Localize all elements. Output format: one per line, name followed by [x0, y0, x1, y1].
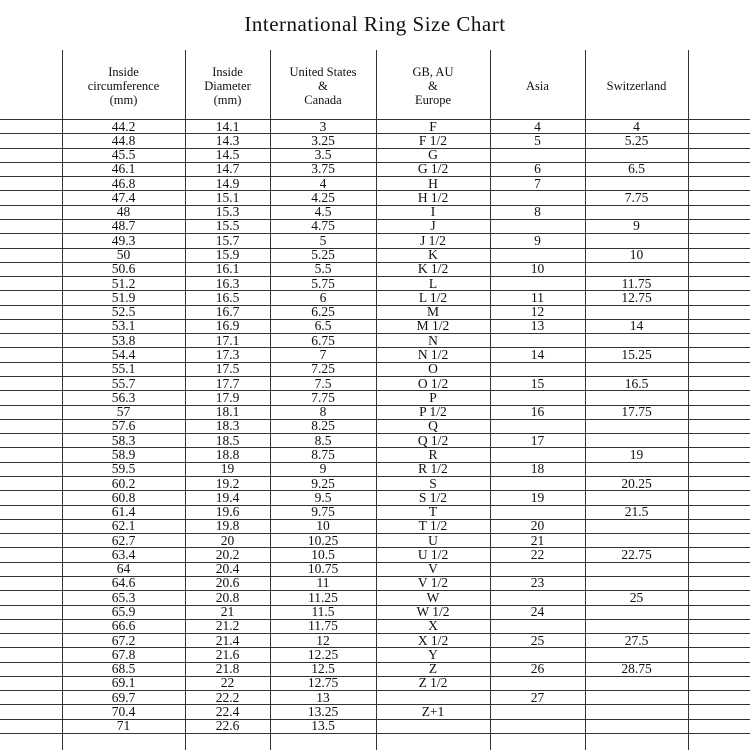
cell-swiss	[585, 705, 688, 719]
cell-asia	[490, 362, 585, 376]
cell-swiss: 25	[629, 589, 644, 605]
cell-asia: 5	[534, 132, 541, 148]
header-line: (mm)	[109, 93, 138, 107]
cell-us: 7.5	[314, 375, 332, 391]
cell-diam: 17.7	[215, 375, 240, 391]
cell-circ: 50.6	[111, 261, 136, 277]
cell-diam: 16.7	[215, 304, 240, 320]
cell-us: 5.25	[311, 247, 335, 263]
cell-swiss	[585, 262, 688, 276]
cell-diam: 15.9	[215, 247, 240, 263]
cell-us: 5	[319, 232, 327, 248]
cell-gb: M	[426, 304, 439, 320]
header-line: Asia	[526, 79, 549, 93]
cell-gb: M 1/2	[416, 318, 450, 334]
cell-circ: 61.4	[111, 504, 136, 520]
cell-swiss	[585, 619, 688, 633]
cell-gb: X	[428, 618, 438, 634]
cell-swiss: 12.75	[621, 289, 652, 305]
cell-diam: 22.6	[215, 718, 240, 734]
cell-asia	[490, 648, 585, 662]
cell-us: 8.75	[311, 446, 335, 462]
cell-us: 13	[316, 689, 330, 705]
cell-circ: 57	[116, 404, 131, 420]
cell-diam: 17.9	[215, 389, 240, 405]
cell-us: 12.75	[307, 675, 339, 691]
cell-gb: V	[428, 561, 438, 577]
cell-diam: 19	[220, 461, 235, 477]
header-line: United States	[289, 65, 357, 79]
cell-gb: Z+1	[421, 703, 445, 719]
cell-gb: W 1/2	[416, 604, 450, 620]
cell-us: 12.25	[307, 646, 339, 662]
cell-asia	[490, 619, 585, 633]
cell-us: 5.5	[314, 261, 332, 277]
cell-gb: Z	[428, 661, 438, 677]
cell-gb: K 1/2	[417, 261, 449, 277]
cell-swiss: 22.75	[621, 546, 652, 562]
cell-circ: 63.4	[111, 546, 136, 562]
cell-us: 9.5	[314, 489, 332, 505]
cell-asia	[490, 562, 585, 576]
cell-swiss	[585, 491, 688, 505]
cell-asia: 24	[530, 604, 545, 620]
cell-diam: 22.4	[215, 703, 240, 719]
cell-gb: O 1/2	[417, 375, 449, 391]
cell-gb: S	[429, 475, 437, 491]
header-line: Inside	[212, 65, 243, 79]
cell-circ: 44.8	[111, 132, 136, 148]
cell-diam: 14.5	[215, 147, 240, 163]
cell-swiss	[585, 676, 688, 690]
cell-asia: 14	[530, 346, 545, 362]
cell-asia: 8	[534, 204, 541, 220]
header-circ	[62, 56, 185, 116]
cell-gb: U	[428, 532, 438, 548]
cell-us: 7.75	[311, 389, 335, 405]
cell-asia	[490, 477, 585, 491]
cell-asia	[490, 676, 585, 690]
cell-diam: 18.5	[215, 432, 240, 448]
cell-asia: 22	[530, 546, 545, 562]
cell-swiss	[585, 305, 688, 319]
cell-circ: 48.7	[111, 218, 136, 234]
cell-us: 13.5	[311, 718, 335, 734]
cell-diam: 15.7	[215, 232, 240, 248]
cell-diam: 18.8	[215, 446, 240, 462]
header-line: GB, AU	[412, 65, 454, 79]
cell-us: 3.5	[314, 147, 332, 163]
cell-gb: X 1/2	[417, 632, 449, 648]
cell-circ: 64	[116, 561, 131, 577]
cell-circ: 62.7	[111, 532, 136, 548]
cell-diam: 22	[220, 675, 235, 691]
cell-diam: 15.5	[215, 218, 240, 234]
cell-asia: 25	[530, 632, 545, 648]
cell-asia: 26	[530, 661, 545, 677]
cell-gb: R	[428, 446, 438, 462]
cell-us: 11	[316, 575, 330, 591]
cell-asia	[490, 277, 585, 291]
cell-swiss	[585, 391, 688, 405]
cell-gb: S 1/2	[418, 489, 448, 505]
cell-us: 5.75	[311, 275, 335, 291]
cell-gb: N 1/2	[417, 346, 449, 362]
cell-gb: P	[429, 389, 437, 405]
cell-gb: O	[428, 361, 438, 377]
cell-asia: 7	[534, 175, 541, 191]
cell-diam: 15.3	[215, 204, 240, 220]
cell-swiss	[585, 519, 688, 533]
cell-asia: 16	[530, 404, 545, 420]
cell-circ: 67.8	[111, 646, 136, 662]
cell-us: 4	[319, 175, 327, 191]
cell-diam: 14.9	[215, 175, 240, 191]
cell-gb	[376, 691, 490, 705]
cell-us: 10.75	[307, 561, 339, 577]
header-swiss	[585, 56, 688, 116]
header-line: Europe	[414, 93, 452, 107]
cell-diam: 14.7	[215, 161, 240, 177]
cell-gb: G	[428, 147, 438, 163]
cell-circ: 54.4	[111, 346, 136, 362]
cell-us: 3.25	[311, 132, 335, 148]
cell-us: 9.75	[311, 504, 335, 520]
cell-diam: 16.9	[215, 318, 240, 334]
cell-swiss	[585, 362, 688, 376]
cell-swiss: 21.5	[624, 504, 649, 520]
cell-gb: H	[428, 175, 438, 191]
cell-asia	[490, 591, 585, 605]
cell-swiss	[585, 534, 688, 548]
cell-circ: 51.2	[111, 275, 136, 291]
cell-swiss	[585, 462, 688, 476]
cell-swiss: 4	[633, 118, 640, 134]
cell-asia: 21	[530, 532, 545, 548]
cell-swiss: 14	[629, 318, 644, 334]
cell-circ: 51.9	[111, 289, 136, 305]
cell-diam: 21.2	[215, 618, 240, 634]
cell-circ: 44.2	[111, 118, 136, 134]
cell-us: 9.25	[311, 475, 335, 491]
cell-diam: 14.1	[215, 118, 240, 134]
cell-circ: 65.9	[111, 604, 136, 620]
cell-circ: 68.5	[111, 661, 136, 677]
cell-asia	[490, 719, 585, 733]
cell-gb: J 1/2	[420, 232, 446, 248]
header-us	[270, 56, 376, 116]
cell-asia: 9	[534, 232, 541, 248]
cell-diam: 19.4	[215, 489, 240, 505]
cell-swiss	[585, 605, 688, 619]
cell-asia: 13	[530, 318, 545, 334]
cell-circ: 60.8	[111, 489, 136, 505]
cell-gb: V 1/2	[417, 575, 449, 591]
cell-circ: 66.6	[111, 618, 136, 634]
cell-gb: Q 1/2	[417, 432, 449, 448]
cell-gb: Z 1/2	[418, 675, 448, 691]
cell-us: 10.5	[311, 546, 335, 562]
cell-us: 8	[319, 404, 327, 420]
cell-asia: 27	[530, 689, 545, 705]
cell-circ: 46.1	[111, 161, 136, 177]
cell-us: 4.75	[311, 218, 335, 234]
cell-diam: 18.1	[215, 404, 240, 420]
header-line: &	[318, 79, 328, 93]
cell-diam: 15.1	[215, 189, 240, 205]
cell-asia: 4	[534, 118, 541, 134]
cell-circ: 48	[116, 204, 131, 220]
cell-swiss: 5.25	[624, 132, 649, 148]
cell-gb: U 1/2	[417, 546, 449, 562]
cell-diam: 21.6	[215, 646, 240, 662]
cell-swiss: 19	[629, 446, 644, 462]
cell-asia	[490, 191, 585, 205]
cell-swiss	[585, 434, 688, 448]
cell-swiss: 15.25	[621, 346, 652, 362]
cell-diam: 20.6	[215, 575, 240, 591]
cell-diam: 20	[220, 532, 235, 548]
cell-swiss: 10	[629, 247, 644, 263]
cell-gb: N	[428, 332, 438, 348]
cell-diam: 21.8	[215, 661, 240, 677]
cell-gb: G 1/2	[417, 161, 449, 177]
cell-gb: F	[429, 118, 437, 134]
cell-circ: 45.5	[111, 147, 136, 163]
cell-asia	[490, 505, 585, 519]
cell-gb	[376, 719, 490, 733]
cell-us: 3.75	[311, 161, 335, 177]
cell-gb: L	[428, 275, 438, 291]
cell-swiss	[585, 648, 688, 662]
cell-swiss	[585, 148, 688, 162]
cell-circ: 67.2	[111, 632, 136, 648]
cell-gb: Q	[428, 418, 438, 434]
cell-us: 6.25	[311, 304, 335, 320]
cell-swiss: 6.5	[628, 161, 645, 177]
cell-us: 7.25	[311, 361, 335, 377]
cell-circ: 60.2	[111, 475, 136, 491]
cell-circ: 71	[116, 718, 131, 734]
cell-us: 12.5	[311, 661, 335, 677]
cell-swiss	[585, 691, 688, 705]
cell-circ: 65.3	[111, 589, 136, 605]
chart-title: International Ring Size Chart	[244, 12, 506, 36]
cell-circ: 59.5	[111, 461, 136, 477]
cell-diam: 20.4	[215, 561, 240, 577]
cell-diam: 19.2	[215, 475, 240, 491]
column-divider	[688, 50, 689, 750]
cell-diam: 16.1	[215, 261, 240, 277]
cell-asia	[490, 248, 585, 262]
cell-gb: T 1/2	[418, 518, 448, 534]
cell-gb: W	[426, 589, 440, 605]
cell-circ: 52.5	[111, 304, 136, 320]
cell-circ: 50	[116, 247, 131, 263]
cell-us: 6.75	[311, 332, 335, 348]
header-line: Canada	[304, 93, 342, 107]
cell-diam: 17.3	[215, 346, 240, 362]
cell-circ: 69.7	[111, 689, 136, 705]
cell-swiss: 20.25	[621, 475, 652, 491]
cell-asia: 20	[530, 518, 545, 534]
header-diam	[185, 56, 270, 116]
cell-swiss	[585, 177, 688, 191]
cell-gb: P 1/2	[419, 404, 447, 420]
cell-asia: 23	[530, 575, 545, 591]
cell-diam: 18.3	[215, 418, 240, 434]
cell-circ: 58.3	[111, 432, 136, 448]
header-line: Switzerland	[606, 79, 667, 93]
cell-asia	[490, 148, 585, 162]
cell-diam: 14.3	[215, 132, 240, 148]
header-gb	[376, 56, 490, 116]
cell-us: 6	[319, 289, 327, 305]
cell-us: 10	[316, 518, 330, 534]
cell-diam: 20.8	[215, 589, 240, 605]
cell-us: 3	[319, 118, 327, 134]
cell-swiss: 28.75	[621, 661, 652, 677]
header-line: Inside	[108, 65, 139, 79]
cell-swiss: 27.5	[624, 632, 649, 648]
cell-circ: 49.3	[111, 232, 136, 248]
cell-swiss	[585, 576, 688, 590]
cell-diam: 19.6	[215, 504, 240, 520]
cell-gb: R 1/2	[418, 461, 448, 477]
cell-gb: I	[430, 204, 436, 220]
cell-diam: 21	[220, 604, 235, 620]
cell-asia: 19	[530, 489, 545, 505]
cell-asia	[490, 334, 585, 348]
cell-circ: 57.6	[111, 418, 136, 434]
header-asia	[490, 56, 585, 116]
cell-gb: L 1/2	[418, 289, 448, 305]
cell-circ: 70.4	[111, 703, 136, 719]
cell-asia: 18	[530, 461, 545, 477]
cell-swiss	[585, 205, 688, 219]
cell-diam: 19.8	[215, 518, 240, 534]
cell-diam: 20.2	[215, 546, 240, 562]
cell-diam: 21.4	[215, 632, 240, 648]
cell-asia: 6	[534, 161, 541, 177]
cell-swiss	[585, 419, 688, 433]
cell-asia: 10	[530, 261, 545, 277]
cell-us: 13.25	[307, 703, 339, 719]
cell-diam: 16.3	[215, 275, 240, 291]
cell-swiss	[585, 719, 688, 733]
cell-asia: 11	[531, 289, 544, 305]
cell-us: 7	[319, 346, 327, 362]
cell-us: 10.25	[307, 532, 339, 548]
cell-swiss: 9	[633, 218, 640, 234]
cell-circ: 53.8	[111, 332, 136, 348]
cell-asia	[490, 391, 585, 405]
cell-swiss: 17.75	[621, 404, 652, 420]
cell-gb: J	[430, 218, 436, 234]
header-line: &	[428, 79, 438, 93]
cell-us: 9	[319, 461, 327, 477]
cell-gb: H 1/2	[417, 189, 449, 205]
cell-swiss	[585, 334, 688, 348]
cell-asia	[490, 448, 585, 462]
cell-us: 11.75	[308, 618, 338, 634]
cell-diam: 17.5	[215, 361, 240, 377]
cell-asia	[490, 219, 585, 233]
cell-asia: 17	[530, 432, 545, 448]
cell-circ: 56.3	[111, 389, 136, 405]
cell-us: 11.5	[311, 604, 335, 620]
cell-circ: 69.1	[111, 675, 136, 691]
cell-circ: 64.6	[111, 575, 136, 591]
header-line: circumference	[87, 79, 160, 93]
cell-gb: F 1/2	[418, 132, 448, 148]
cell-us: 6.5	[314, 318, 332, 334]
cell-gb: K	[428, 247, 438, 263]
cell-asia: 12	[530, 304, 545, 320]
cell-us: 8.5	[314, 432, 332, 448]
cell-swiss	[585, 234, 688, 248]
cell-swiss: 11.75	[621, 275, 652, 291]
cell-us: 4.25	[311, 189, 335, 205]
cell-diam: 22.2	[215, 689, 240, 705]
cell-gb: T	[428, 504, 438, 520]
cell-asia: 15	[530, 375, 545, 391]
cell-circ: 62.1	[111, 518, 136, 534]
cell-us: 11.25	[308, 589, 338, 605]
cell-circ: 46.8	[111, 175, 136, 191]
cell-swiss: 16.5	[624, 375, 649, 391]
cell-gb: Y	[428, 646, 438, 662]
cell-us: 4.5	[314, 204, 332, 220]
cell-circ: 53.1	[111, 318, 136, 334]
cell-swiss	[585, 562, 688, 576]
cell-asia	[490, 419, 585, 433]
header-line: Diameter	[204, 79, 251, 93]
cell-swiss: 7.75	[624, 189, 649, 205]
cell-asia	[490, 705, 585, 719]
cell-us: 8.25	[311, 418, 335, 434]
cell-circ: 55.7	[111, 375, 136, 391]
cell-circ: 47.4	[111, 189, 136, 205]
cell-diam: 17.1	[215, 332, 240, 348]
header-line: (mm)	[213, 93, 242, 107]
cell-circ: 58.9	[111, 446, 136, 462]
cell-us: 12	[316, 632, 330, 648]
cell-diam: 16.5	[215, 289, 240, 305]
cell-circ: 55.1	[111, 361, 136, 377]
